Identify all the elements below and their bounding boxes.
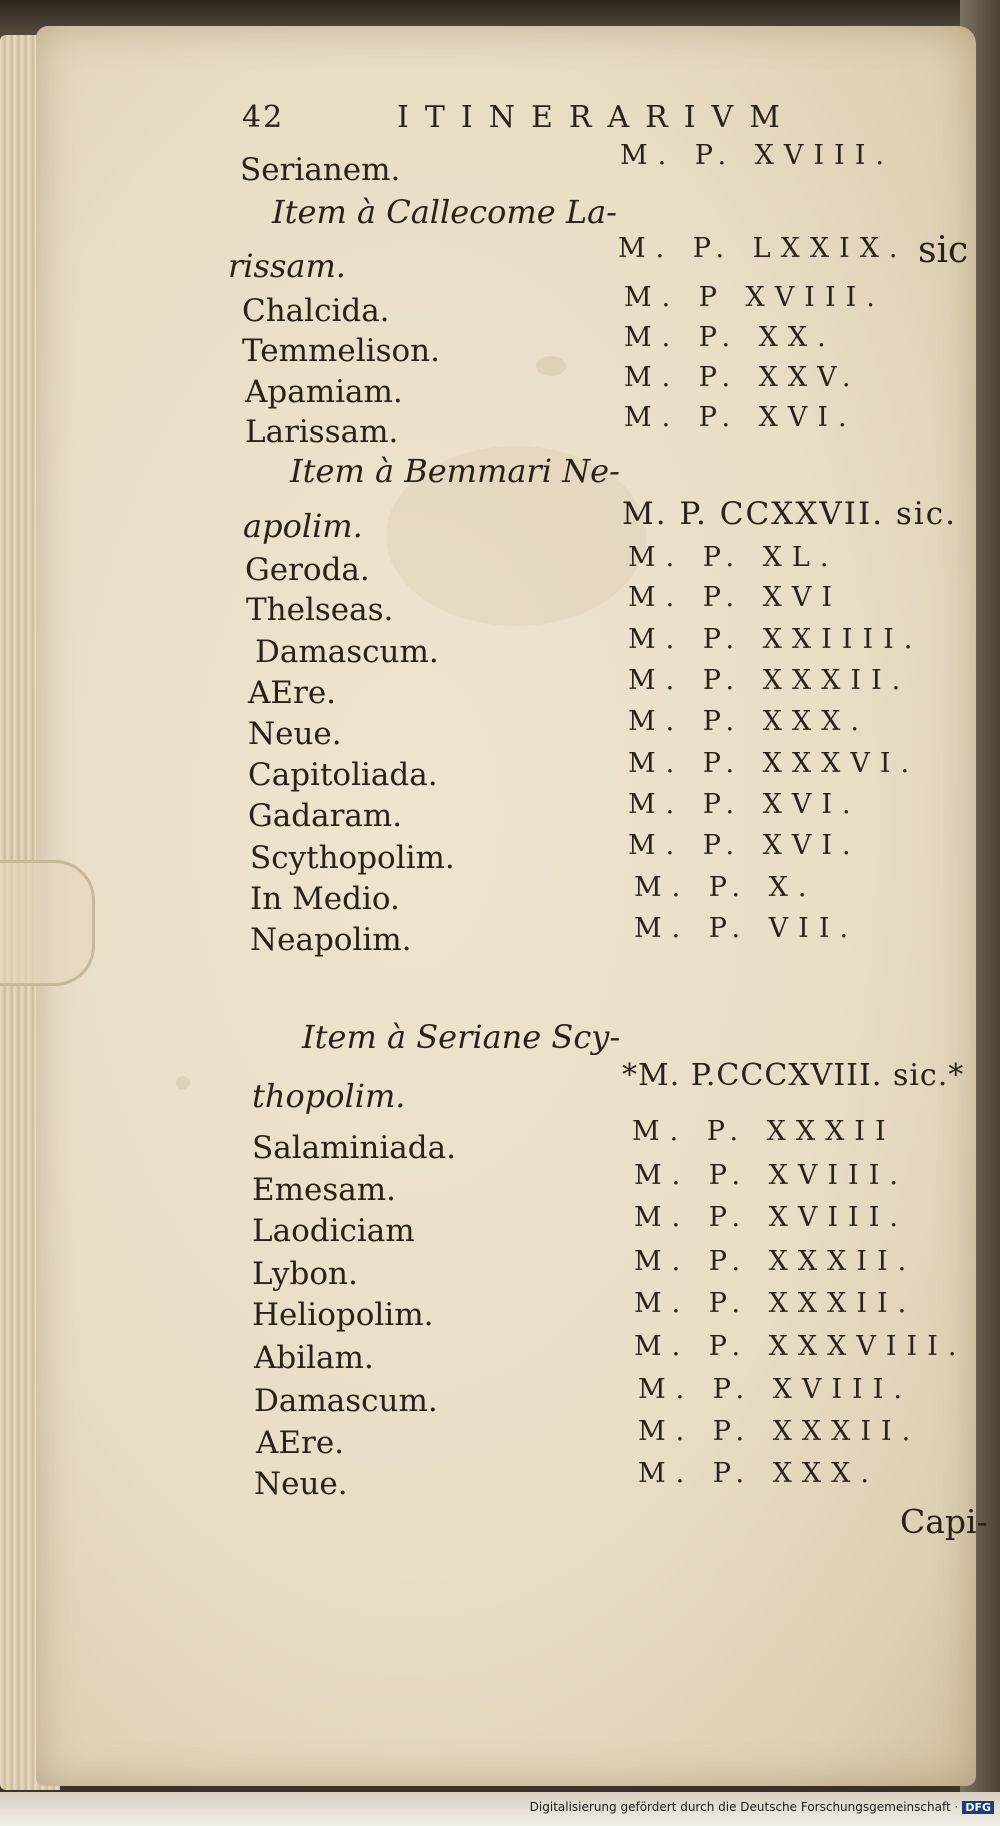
- distance: M. P. XVIII.: [638, 1374, 912, 1405]
- distance: M. P. XXXII.: [628, 665, 911, 696]
- route-heading: apolim.: [243, 507, 363, 545]
- dfg-logo: DFG: [962, 1801, 994, 1814]
- route-heading: Item à Bemmari Ne-: [290, 452, 620, 490]
- place-name: Temmelison.: [242, 333, 440, 369]
- distance: M. P. XXXVIII.: [634, 1331, 967, 1362]
- distance: M. P. XX.: [624, 322, 836, 353]
- distance: M. P. XXIIII.: [628, 624, 923, 655]
- page-number: 42: [242, 100, 285, 135]
- place-name: AEre.: [256, 1425, 345, 1461]
- distance: M. P. XVI.: [624, 402, 857, 433]
- place-name: Heliopolim.: [252, 1297, 434, 1333]
- place-name: AEre.: [248, 675, 337, 711]
- page-header: [242, 100, 862, 140]
- distance: M. P. XL.: [628, 542, 839, 573]
- place-name: Salaminiada.: [252, 1130, 456, 1166]
- distance: M. P. XXXII.: [638, 1416, 921, 1447]
- place-name: Scythopolim.: [250, 840, 455, 876]
- place-name: Neue.: [248, 716, 342, 752]
- place-name: Neapolim.: [250, 922, 412, 958]
- distance: M. P. XVIII.: [634, 1202, 908, 1233]
- route-total: M. P. LXXIX.: [618, 233, 908, 264]
- distance: M. P. XXXII.: [634, 1288, 917, 1319]
- route-total: M. P. CCXXVII. sic.: [622, 496, 957, 532]
- place-name: Gadaram.: [248, 798, 403, 834]
- catchword: Capi-: [900, 1502, 988, 1541]
- route-heading: Item à Callecome La-: [272, 193, 617, 231]
- distance: M. P. XXV.: [624, 362, 861, 393]
- running-head: ITINERARIVM: [397, 100, 796, 135]
- distance: M. P. XXX.: [638, 1458, 879, 1489]
- distance: M. P. XXX.: [628, 706, 869, 737]
- place-name: Neue.: [254, 1466, 348, 1502]
- total-note: sic: [918, 230, 969, 271]
- route-heading: Item à Seriane Scy-: [302, 1018, 621, 1056]
- distance: M. P. XVIII.: [620, 140, 894, 171]
- place-name: Abilam.: [254, 1340, 374, 1376]
- place-name: Chalcida.: [242, 293, 390, 329]
- place-name: Thelseas.: [246, 592, 394, 628]
- route-total: *M. P.CCCXVIII. sic.*: [622, 1058, 965, 1093]
- place-name: Laodiciam: [252, 1213, 415, 1249]
- distance: M. P. XXXVI.: [628, 748, 920, 779]
- distance: M. P. X.: [634, 872, 817, 903]
- place-name: Apamiam.: [245, 374, 403, 410]
- place-name: Larissam.: [245, 414, 399, 450]
- place-name: Lybon.: [252, 1256, 358, 1292]
- distance: M. P. XVI: [628, 582, 843, 613]
- distance: M. P. XVI.: [628, 789, 861, 820]
- distance: M. P. XVI.: [628, 830, 861, 861]
- digitization-credit: [530, 1800, 994, 1814]
- stain: [176, 1076, 190, 1090]
- route-heading: thopolim.: [252, 1077, 406, 1115]
- credit-text: Digitalisierung gefördert durch die Deutsche Forschungsgemeinschaft ·: [529, 1800, 959, 1814]
- distance: M. P XVIII.: [624, 282, 885, 313]
- stain: [536, 356, 566, 376]
- page-tab: [0, 860, 95, 986]
- route-heading: rissam.: [228, 247, 346, 285]
- place-name: Damascum.: [255, 634, 439, 670]
- distance: M. P. VII.: [634, 913, 859, 944]
- distance: M. P. XXXII: [632, 1116, 896, 1147]
- place-name: Serianem.: [240, 152, 401, 188]
- place-name: Capitoliada.: [248, 757, 438, 793]
- distance: M. P. XVIII.: [634, 1160, 908, 1191]
- place-name: Emesam.: [252, 1172, 397, 1208]
- place-name: In Medio.: [250, 881, 400, 917]
- distance: M. P. XXXII.: [634, 1246, 917, 1277]
- place-name: Geroda.: [245, 552, 370, 588]
- place-name: Damascum.: [254, 1383, 438, 1419]
